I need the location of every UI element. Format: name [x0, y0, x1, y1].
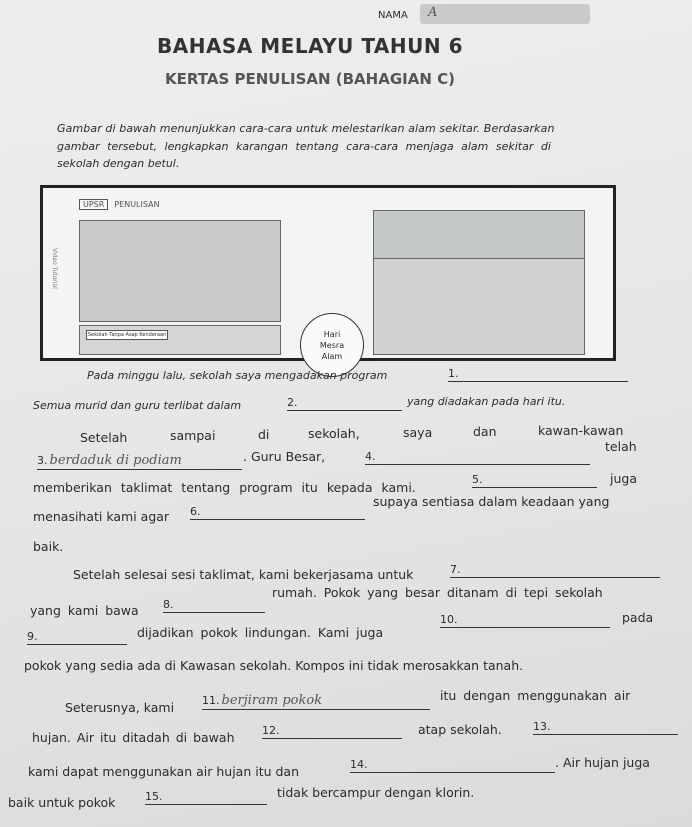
essay-text: dijadikan pokok lindungan. Kami juga: [137, 625, 384, 640]
essay-word: dan: [473, 424, 497, 439]
blank-10[interactable]: 10.: [440, 613, 610, 628]
name-label: NAMA: [378, 10, 408, 21]
essay-text: baik untuk pokok: [8, 795, 116, 810]
parking-panel: Sekolah Tanpa Asap Kenderaan: [79, 325, 281, 355]
illustration: [40, 185, 616, 361]
name-field[interactable]: [420, 4, 590, 24]
essay-word: sekolah,: [308, 426, 360, 441]
blank-6[interactable]: 6.: [190, 505, 365, 520]
essay-text: kami dapat menggunakan air hujan itu dan: [28, 764, 300, 779]
blank-2[interactable]: 2.: [287, 396, 402, 411]
blank-7[interactable]: 7.: [450, 563, 660, 578]
essay-word: kawan-kawan: [538, 423, 624, 438]
essay-text: Setelah selesai sesi taklimat, kami bekerjasama untuk: [73, 567, 414, 582]
essay-text: hujan. Air itu ditadah di bawah: [32, 730, 235, 745]
essay-text: rumah. Pokok yang besar ditanam di tepi sekolah: [272, 585, 603, 600]
side-label: Video Tutorial: [51, 248, 58, 289]
essay-text: Semua murid dan guru terlibat dalam: [33, 399, 242, 412]
instruction-line: gambar tersebut, lengkapkan karangan tentang cara-cara menjaga alam sekitar di: [57, 140, 551, 153]
essay-text: Pada minggu lalu, sekolah saya mengadakan program: [87, 369, 388, 382]
blank-13[interactable]: 13.: [533, 720, 678, 735]
essay-text: yang diadakan pada hari itu.: [407, 395, 566, 408]
essay-text: telah: [605, 439, 637, 454]
essay-text: pada: [622, 610, 654, 625]
illustration-heading: UPSR PENULISAN: [79, 200, 160, 209]
blank-1[interactable]: 1.: [448, 367, 628, 382]
assembly-panel: [79, 220, 281, 322]
essay-text: supaya sentiasa dalam keadaan yang: [373, 494, 610, 509]
essay-text: Seterusnya, kami: [65, 700, 175, 715]
page-subtitle: KERTAS PENULISAN (BAHAGIAN C): [165, 70, 455, 88]
essay-text: baik.: [33, 539, 64, 554]
essay-text: juga: [610, 471, 637, 486]
essay-word: saya: [403, 425, 433, 440]
essay-word: sampai: [170, 428, 216, 443]
blank-14[interactable]: 14.: [350, 758, 555, 773]
name-value: A: [428, 5, 438, 20]
center-topic: Hari Mesra Alam: [300, 313, 364, 377]
instruction-line: sekolah dengan betul.: [57, 157, 180, 170]
essay-text: itu dengan menggunakan air: [440, 688, 631, 703]
essay-text: . Guru Besar,: [243, 449, 326, 464]
blank-15[interactable]: 15.: [145, 790, 267, 805]
essay-word: di: [258, 427, 270, 442]
blank-4[interactable]: 4.: [365, 450, 590, 465]
page-title: BAHASA MELAYU TAHUN 6: [156, 34, 463, 58]
essay-word: Setelah: [80, 430, 128, 445]
blank-11[interactable]: 11. berjiram pokok: [202, 693, 430, 710]
blank-3[interactable]: 3. berdaduk di podiam: [37, 453, 242, 470]
essay-text: . Air hujan juga: [555, 755, 650, 770]
essay-text: tidak bercampur dengan klorin.: [277, 785, 475, 800]
essay-text: pokok yang sedia ada di Kawasan sekolah. Kompos ini tidak merosakkan tanah.: [24, 658, 524, 673]
essay-text: menasihati kami agar: [33, 509, 170, 524]
compost-panel: [373, 258, 585, 355]
essay-text: yang kami bawa: [30, 603, 139, 618]
essay-text: memberikan taklimat tentang program itu kepada kami.: [33, 480, 416, 495]
instruction-line: Gambar di bawah menunjukkan cara-cara untuk melestarikan alam sekitar. Berdasarkan: [57, 122, 555, 135]
blank-12[interactable]: 12.: [262, 724, 402, 739]
blank-8[interactable]: 8.: [163, 598, 265, 613]
blank-5[interactable]: 5.: [472, 473, 597, 488]
essay-text: atap sekolah.: [418, 722, 502, 737]
blank-9[interactable]: 9.: [27, 630, 127, 645]
